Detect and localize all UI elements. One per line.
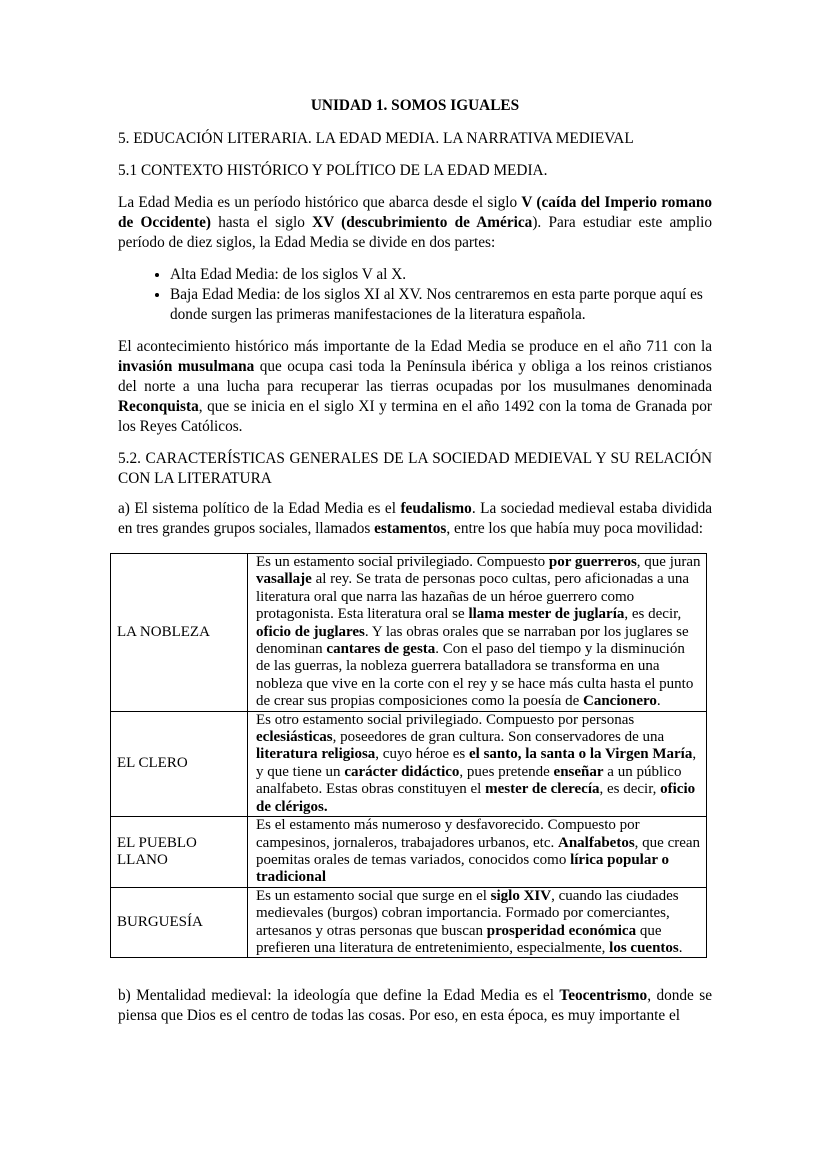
section-5-2-heading: 5.2. CARACTERÍSTICAS GENERALES DE LA SOCIEDAD MEDIEVAL Y SU RELACIÓN CON LA LITERATURA <box>118 450 712 487</box>
political-bold: estamentos <box>374 520 447 537</box>
political-text: a) El sistema político de la Edad Media es el <box>118 500 401 517</box>
mentality-text: b) Mentalidad medieval: la ideología que define la Edad Media es el <box>118 987 560 1005</box>
estate-description <box>248 887 707 958</box>
unit-title: UNIDAD 1. SOMOS IGUALES <box>310 97 520 114</box>
cell-text: , que crean poemitas orales de temas variados, conocidos como <box>256 834 701 868</box>
periods-list <box>118 265 712 325</box>
cell-bold: los cuentos <box>609 939 679 956</box>
cell-text: , pues pretende <box>459 763 554 780</box>
cell-text: Es el estamento más numeroso y desfavorecido. Compuesto por campesinos, jornaleros, trabajadores urbanos, etc. <box>256 817 640 851</box>
cell-bold: eclesiásticas <box>256 729 333 746</box>
cell-bold: enseñar <box>553 763 604 780</box>
intro-bold: V (caída del Imperio romano de Occidente) <box>118 194 712 231</box>
event-text: El acontecimiento histórico más importante de la Edad Media se produce en el año 711 con la <box>118 338 712 355</box>
estate-description <box>248 554 707 712</box>
event-text: , que se inicia en el siglo XI y termina en el año 1492 con la toma de Granada por los Reyes Católicos. <box>118 398 712 435</box>
section-5-heading: 5. EDUCACIÓN LITERARIA. LA EDAD MEDIA. LA NARRATIVA MEDIEVAL <box>118 130 634 147</box>
cell-text: , poseedores de gran cultura. Son conservadores de una <box>332 729 665 746</box>
cell-bold: oficio de clérigos. <box>256 781 696 815</box>
estates-table <box>110 553 707 958</box>
cell-text: , es decir, <box>599 781 661 798</box>
cell-bold: siglo XIV <box>490 887 552 904</box>
cell-text: a un público analfabeto. Estas obras constituyen el <box>256 763 682 798</box>
cell-text: Es un estamento social privilegiado. Compuesto <box>256 554 549 570</box>
cell-text: . Y las obras orales que se narraban por los juglares se denominan <box>256 623 689 658</box>
intro-text: La Edad Media es un período histórico que abarca desde el siglo <box>118 194 522 211</box>
cell-bold: Analfabetos <box>557 834 635 851</box>
cell-bold: prosperidad económica <box>486 922 637 939</box>
cell-text: , y que tiene un <box>256 746 697 780</box>
cell-bold: llama mester de juglaría <box>468 606 625 623</box>
political-text: , entre los que había muy poca movilidad: <box>446 520 703 537</box>
page-content <box>118 96 712 1038</box>
event-text: que ocupa casi toda la Península ibérica y obliga a los reinos cristianos del norte a una lucha para recuperar las tierras ocupadas por los musulmanes denominada <box>118 358 712 395</box>
mentality-text: , donde se piensa que Dios es el centro de todas las cosas. Por eso, en esta época, es muy importante el <box>118 987 712 1025</box>
event-bold: invasión musulmana <box>118 358 255 375</box>
cell-text: , cuando las ciudades medievales (burgos) cobran importancia. Formado por comerciantes, artesanos y otras personas que buscan <box>256 887 679 939</box>
cell-text: al rey. Se trata de personas poco cultas, pero aficionadas a una literatura oral que narra las hazañas de un héroe guerrero como protagonista. Esta literatura oral se <box>256 571 690 623</box>
list-item: • Baja Edad Media: de los siglos XI al XV. Nos centraremos en esta parte porque aquí es donde surgen las primeras manifestaciones de la literatura española. <box>170 285 712 325</box>
intro-paragraph <box>118 193 712 253</box>
cell-bold: Cancionero <box>582 693 657 710</box>
cell-text: , que juran <box>636 554 701 570</box>
cell-bold: lírica popular o tradicional <box>256 851 669 886</box>
political-bold: feudalismo <box>400 500 472 517</box>
cell-text: . <box>678 939 683 956</box>
cell-bold: carácter didáctico <box>344 763 460 780</box>
cell-bold: por guerreros <box>548 554 637 570</box>
event-bold: Reconquista <box>118 398 199 415</box>
political-system-paragraph <box>118 499 712 539</box>
mentality-bold: Teocentrismo <box>559 987 648 1005</box>
estate-name: EL CLERO <box>111 711 248 816</box>
list-item: • Alta Edad Media: de los siglos V al X. <box>170 265 712 285</box>
table-row <box>111 711 707 816</box>
estate-name: BURGUESÍA <box>111 887 248 958</box>
historical-event-paragraph <box>118 337 712 437</box>
table-row <box>111 817 707 888</box>
estate-description <box>248 711 707 816</box>
estate-name: LA NOBLEZA <box>111 554 248 712</box>
cell-bold: cantares de gesta <box>326 641 436 658</box>
cell-text: . Con el paso del tiempo y la disminución de las guerras, la nobleza guerrera batalladora se transforma en una nobleza que vive en la corte con el rey y se hace más culta hasta el punto de crear sus propias composiciones como la poesía de <box>256 641 694 710</box>
cell-text: Es otro estamento social privilegiado. Compuesto por personas <box>256 711 635 728</box>
cell-text: . <box>656 693 661 710</box>
cell-bold: el santo, la santa o la Virgen María <box>469 746 693 763</box>
cell-bold: literatura religiosa <box>256 746 376 763</box>
cell-bold: vasallaje <box>256 571 312 588</box>
section-5-1-heading: 5.1 CONTEXTO HISTÓRICO Y POLÍTICO DE LA EDAD MEDIA. <box>118 162 548 179</box>
cell-text: , cuyo héroe es <box>375 746 469 763</box>
cell-text: que prefieren una literatura de entretenimiento, especialmente, <box>256 922 662 956</box>
estate-description <box>248 817 707 888</box>
table-row <box>111 554 707 712</box>
cell-text: Es un estamento social que surge en el <box>256 887 491 904</box>
estate-name: EL PUEBLO LLANO <box>111 817 248 888</box>
cell-text: , es decir, <box>624 606 682 623</box>
cell-bold: mester de clerecía <box>485 781 600 798</box>
intro-text: ). Para estudiar este amplio período de diez siglos, la Edad Media se divide en dos partes: <box>118 214 712 251</box>
political-text: . La sociedad medieval estaba dividida en tres grandes grupos sociales, llamados <box>118 500 713 537</box>
intro-bold: XV (descubrimiento de América <box>312 214 533 231</box>
table-row <box>111 887 707 958</box>
intro-text: hasta el siglo <box>211 214 313 231</box>
cell-bold: oficio de juglares <box>256 623 365 640</box>
mentality-paragraph <box>118 986 712 1026</box>
